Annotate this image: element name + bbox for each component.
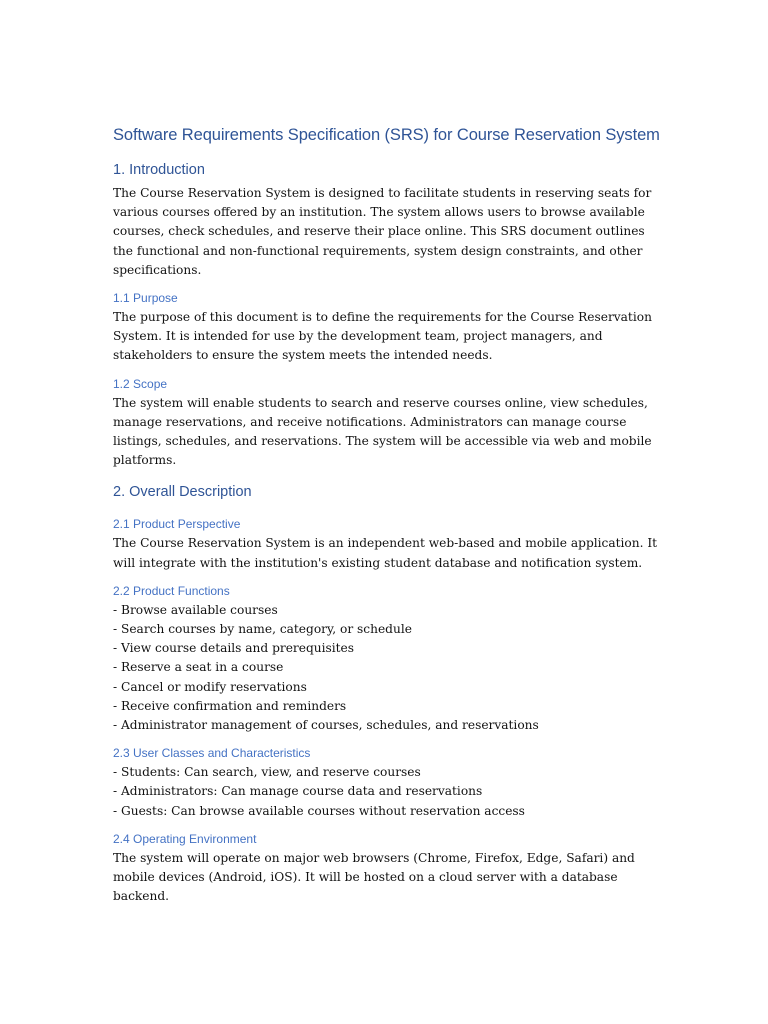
list-item: - Receive confirmation and reminders — [113, 698, 347, 713]
document-content — [113, 124, 658, 906]
scope-paragraph: The system will enable students to search and reserve courses online, view schedules, manage reservations, and receive notifications. Administrators can manage course listings, schedules, and reservations. The system will be accessible via web and mobile platforms. — [113, 395, 652, 468]
document-title: Software Requirements Specification (SRS) for Course Reservation System — [113, 126, 660, 144]
list-item: - Guests: Can browse available courses without reservation access — [113, 803, 525, 818]
purpose-paragraph: The purpose of this document is to define the requirements for the Course Reservation System. It is intended for use by the development team, project managers, and stakeholders to ensure the system meets the intended needs. — [113, 310, 652, 363]
subsection-heading-scope: 1.2 Scope — [113, 376, 168, 391]
subsection-heading-product-functions: 2.2 Product Functions — [113, 583, 230, 598]
introduction-paragraph: The Course Reservation System is designed to facilitate students in reserving seats for various courses offered by an institution. The system allows users to browse available courses, check schedules, and reserve their place online. This SRS document outlines the functional and non-functional requirements, system design constraints, and other specifications. — [113, 186, 652, 277]
list-item: - Search courses by name, category, or schedule — [113, 622, 412, 637]
list-item: - View course details and prerequisites — [113, 641, 355, 656]
subsection-heading-operating-environment: 2.4 Operating Environment — [113, 831, 257, 846]
subsection-heading-product-perspective: 2.1 Product Perspective — [113, 517, 241, 532]
list-item: - Browse available courses — [113, 602, 278, 617]
subsection-heading-purpose: 1.1 Purpose — [113, 291, 178, 306]
user-classes-list — [113, 763, 658, 821]
list-item: - Administrator management of courses, schedules, and reservations — [113, 718, 539, 733]
list-item: - Administrators: Can manage course data and reservations — [113, 784, 483, 799]
product-functions-list — [113, 601, 658, 735]
product-perspective-paragraph: The Course Reservation System is an independent web-based and mobile application. It will integrate with the institution's existing student database and notification system. — [113, 536, 658, 570]
subsection-heading-user-classes: 2.3 User Classes and Characteristics — [113, 746, 311, 761]
list-item: - Students: Can search, view, and reserve courses — [113, 765, 421, 780]
list-item: - Cancel or modify reservations — [113, 679, 307, 694]
section-heading-introduction: 1. Introduction — [113, 162, 205, 178]
operating-environment-paragraph: The system will operate on major web browsers (Chrome, Firefox, Edge, Safari) and mobile devices (Android, iOS). It will be hosted on a cloud server with a database backend. — [113, 850, 635, 904]
section-heading-overall-description: 2. Overall Description — [113, 484, 252, 501]
list-item: - Reserve a seat in a course — [113, 660, 284, 675]
